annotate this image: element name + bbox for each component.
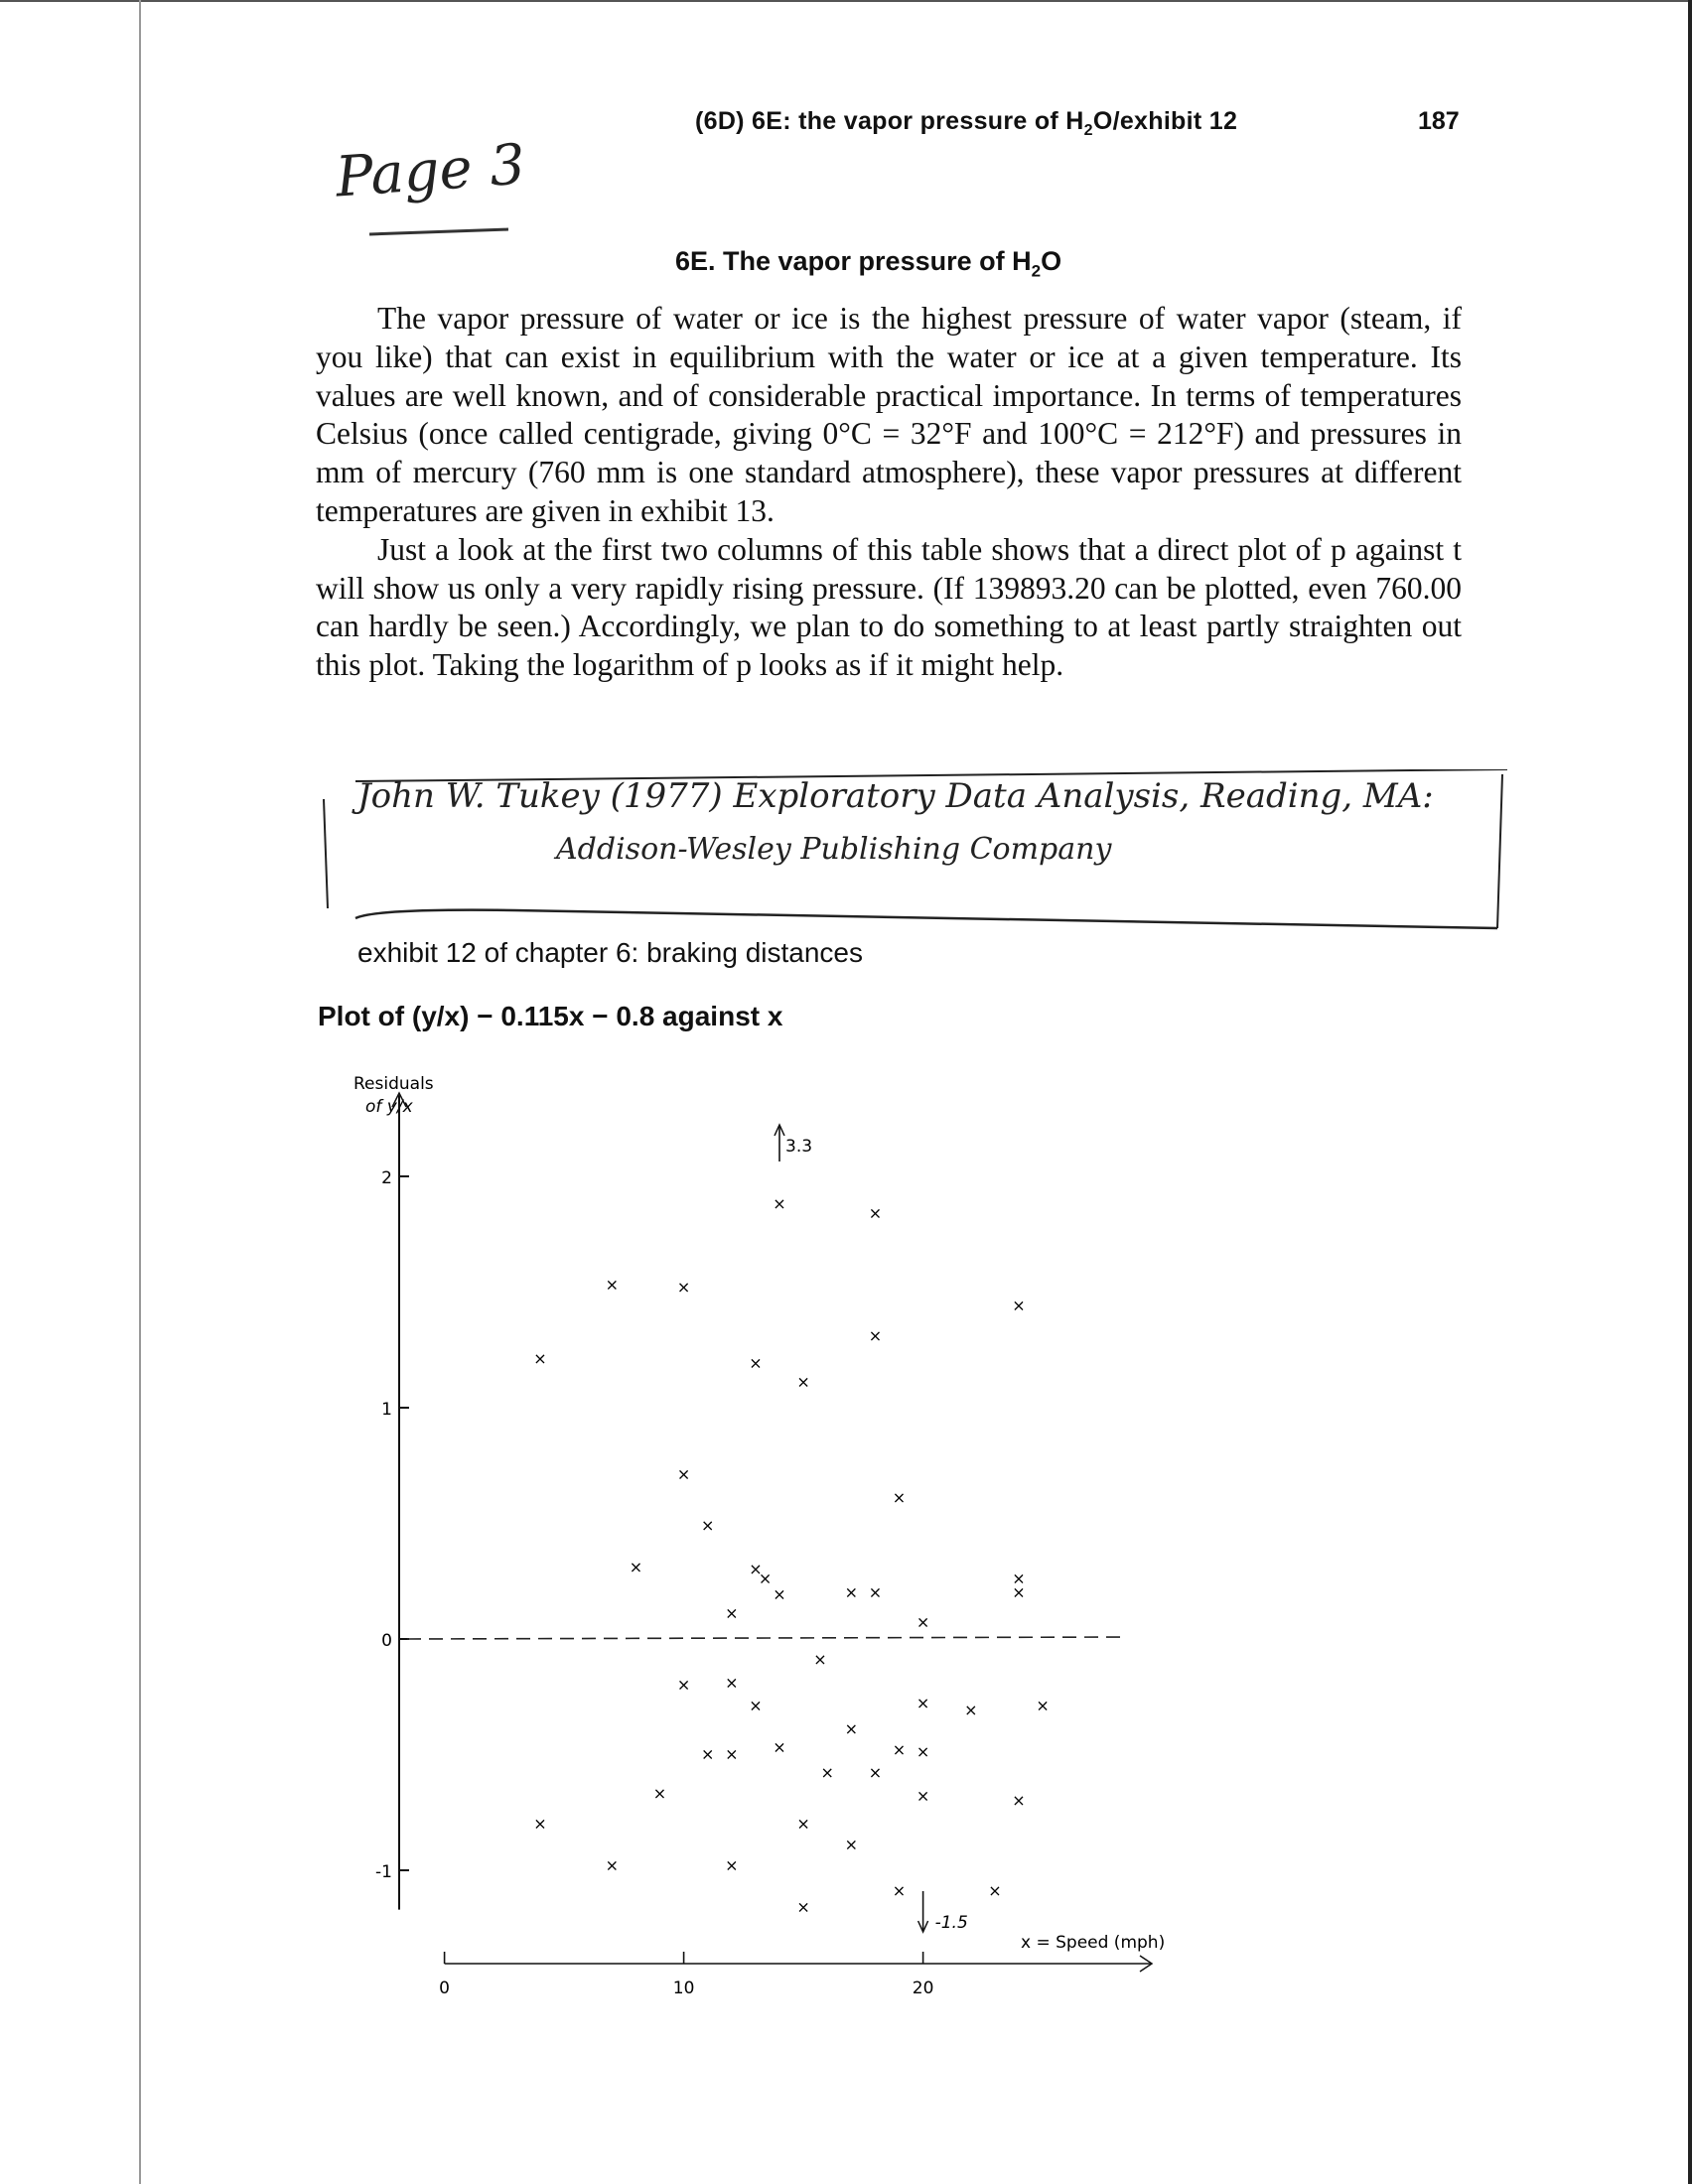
data-point: ×	[916, 1694, 930, 1713]
data-point: ×	[652, 1784, 667, 1804]
data-point: ×	[725, 1603, 739, 1623]
data-point: ×	[964, 1701, 978, 1720]
y-tick-label: -1	[375, 1862, 392, 1882]
data-point: ×	[676, 1464, 691, 1484]
x-axis-label: x = Speed (mph)	[1021, 1933, 1166, 1953]
data-point: ×	[892, 1739, 907, 1759]
data-point: ×	[749, 1560, 763, 1579]
data-point: ×	[676, 1675, 691, 1695]
data-point: ×	[813, 1649, 827, 1669]
x-tick-label: 20	[912, 1979, 934, 1998]
data-point: ×	[868, 1763, 883, 1783]
running-head-text: (6D) 6E: the vapor pressure of H	[695, 107, 1084, 135]
plot-title: Plot of (y/x) − 0.115x − 0.8 against x	[318, 1001, 783, 1031]
y-axis-label-line1: Residuals	[353, 1074, 434, 1094]
data-point: ×	[1012, 1791, 1026, 1811]
data-point: ×	[749, 1353, 763, 1373]
paragraph: The vapor pressure of water or ice is the highest pressure of water vapor (steam, if you like) that can exist in equilibrium with the water or ice at a given temperature. Its values are well known, and of considerable practical importance. In terms of temperatures Celsius (once called centigrade, giving 0°C = 32°F and 100°C = 212°F) and pressures in mm of mercury (760 mm is one standard atmosphere), these vapor pressures at different temperatures are given in exhibit 13.	[316, 301, 1462, 528]
data-point: ×	[796, 1814, 810, 1834]
handwritten-page-label: Page 3	[333, 132, 528, 210]
exhibit-caption: exhibit 12 of chapter 6: braking distances	[357, 937, 863, 968]
data-point: ×	[820, 1763, 834, 1783]
data-point: ×	[749, 1696, 763, 1715]
data-point: ×	[725, 1673, 739, 1693]
data-point: ×	[725, 1855, 739, 1875]
section-title-text: 6E. The vapor pressure of H	[675, 246, 1032, 276]
data-point: ×	[916, 1612, 930, 1632]
data-point: ×	[758, 1569, 773, 1588]
data-point: ×	[605, 1275, 620, 1295]
data-point: ×	[988, 1880, 1002, 1900]
data-point: ×	[700, 1744, 715, 1764]
data-point: ×	[892, 1880, 907, 1900]
data-point: ×	[868, 1325, 883, 1345]
data-point: ×	[773, 1737, 786, 1757]
y-axis-label-line2: of y/x	[365, 1097, 413, 1117]
data-point: ×	[629, 1557, 643, 1576]
data-point: ×	[533, 1349, 547, 1369]
y-tick-label: 1	[381, 1400, 392, 1420]
data-point: ×	[773, 1193, 786, 1213]
paragraph: Just a look at the first two columns of this table shows that a direct plot of p against t will show us only a very rapidly rising pressure. (If 139893.20 can be plotted, even 760.00 can hardly be seen.) Accordingly, we plan to do something to at least partly straighten out this plot. Taking the logarithm of p looks as if it might help.	[316, 531, 1462, 683]
data-point: ×	[844, 1582, 859, 1602]
section-title-subscript: 2	[1031, 261, 1042, 281]
data-point: ×	[533, 1814, 547, 1834]
data-point: ×	[605, 1855, 620, 1875]
data-point: ×	[1012, 1296, 1026, 1315]
data-point: ×	[700, 1515, 715, 1535]
running-head-subscript: 2	[1083, 122, 1093, 139]
x-tick-label: 0	[439, 1979, 451, 1998]
zero-reference-line	[407, 1637, 1126, 1639]
handwritten-citation-line1: John W. Tukey (1977) Exploratory Data Analysis, Reading, MA:	[357, 776, 1434, 816]
running-head-text-end: O/exhibit 12	[1092, 107, 1238, 135]
y-tick-label: 0	[381, 1631, 392, 1651]
data-point: ×	[916, 1786, 930, 1806]
data-point: ×	[868, 1582, 883, 1602]
data-point: ×	[1012, 1582, 1026, 1602]
y-tick-label: 2	[381, 1168, 392, 1188]
data-point: ×	[916, 1742, 930, 1762]
data-point: ×	[1036, 1696, 1050, 1715]
off-scale-label: 3.3	[785, 1137, 813, 1157]
data-point: ×	[796, 1897, 810, 1917]
data-point: ×	[773, 1584, 786, 1604]
off-scale-label: -1.5	[934, 1913, 968, 1933]
data-point: ×	[1012, 1569, 1026, 1588]
data-point: ×	[844, 1718, 859, 1738]
data-point: ×	[796, 1372, 810, 1392]
section-title-text-end: O	[1041, 246, 1062, 276]
data-point: ×	[725, 1744, 739, 1764]
data-point: ×	[868, 1203, 883, 1223]
x-tick-label: 10	[672, 1979, 695, 1998]
data-point: ×	[892, 1487, 907, 1507]
data-point: ×	[676, 1277, 691, 1297]
page-number: 187	[1418, 107, 1460, 135]
handwritten-citation-line2: Addison-Wesley Publishing Company	[556, 832, 1112, 867]
data-point: ×	[844, 1835, 859, 1854]
